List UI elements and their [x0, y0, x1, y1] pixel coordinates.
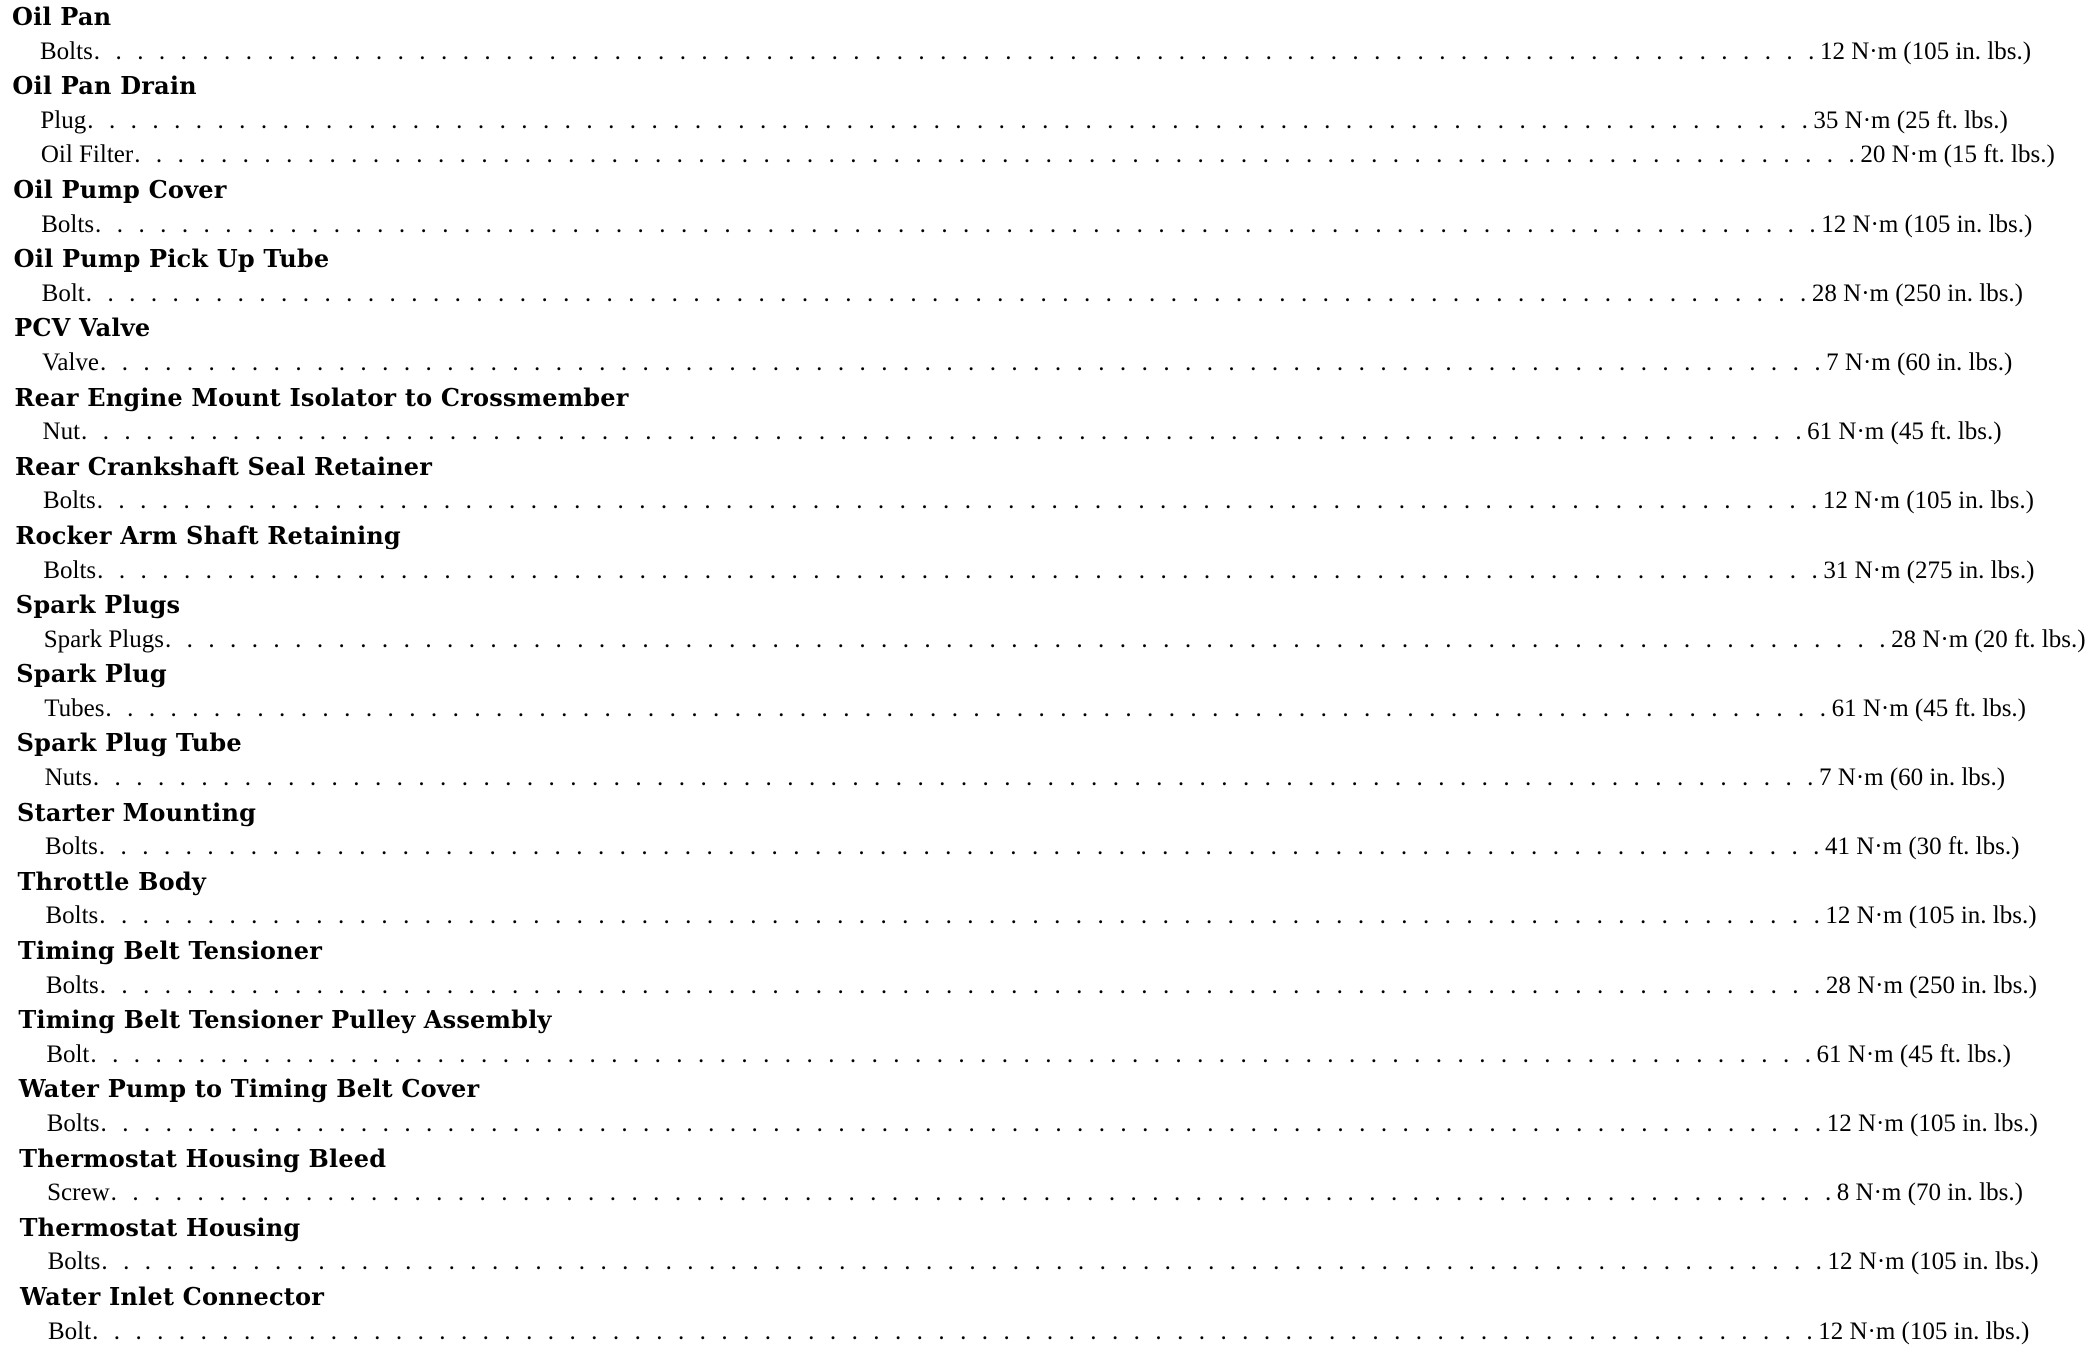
- spec-group: [0, 1142, 2023, 1211]
- component-heading: Spark Plugs: [15, 590, 181, 620]
- dot-leader: . . . . . . . . . . . . . . . . . . . . . . . . . . . . . . . . . . . . . . . . . . . . . . . . . . . . . . . . . . . . . . . . . . . . . . . . . . . . . . . .: [99, 971, 1825, 999]
- fastener-label: Bolts: [45, 833, 98, 861]
- spec-group: [0, 796, 2020, 865]
- torque-value: 12 N·m (105 in. lbs.): [1827, 1248, 2039, 1276]
- dot-leader: . . . . . . . . . . . . . . . . . . . . . . . . . . . . . . . . . . . . . . . . . . . . . . . . . . . . . . . . . . . . . . . . . . . . . . . . . . . . . . . .: [92, 1317, 1818, 1345]
- dot-leader: . . . . . . . . . . . . . . . . . . . . . . . . . . . . . . . . . . . . . . . . . . . . . . . . . . . . . . . . . . . . . . . . . . . . . . . . . . . . . . . .: [110, 1179, 1836, 1207]
- spec-group: [0, 519, 2035, 588]
- torque-value: 28 N·m (20 ft. lbs.): [1891, 625, 2086, 653]
- fastener-label: Bolt: [46, 1040, 90, 1068]
- spec-group: [0, 1280, 2030, 1349]
- spec-group: [0, 934, 2037, 1003]
- fastener-label: Bolts: [46, 1110, 100, 1137]
- spec-group: [0, 173, 2033, 242]
- dot-leader: . . . . . . . . . . . . . . . . . . . . . . . . . . . . . . . . . . . . . . . . . . . . . . . . . . . . . . . . . . . . . . . . . . . . . . . . . . . . . . . .: [99, 902, 1825, 930]
- spec-row: [0, 969, 2037, 1004]
- torque-value: 61 N·m (45 ft. lbs.): [1816, 1040, 2011, 1068]
- spec-row: [0, 761, 2006, 796]
- dot-leader: . . . . . . . . . . . . . . . . . . . . . . . . . . . . . . . . . . . . . . . . . . . . . . . . . . . . . . . . . . . . . . . . . . . . . . . . . . . . . . . .: [92, 764, 1819, 792]
- dot-leader: . . . . . . . . . . . . . . . . . . . . . . . . . . . . . . . . . . . . . . . . . . . . . . . . . . . . . . . . . . . . . . . . . . . . . . . . . . . . . . . .: [100, 1110, 1826, 1137]
- dot-leader: . . . . . . . . . . . . . . . . . . . . . . . . . . . . . . . . . . . . . . . . . . . . . . . . . . . . . . . . . . . . . . . . . . . . . . . . . . . . . . . .: [97, 556, 1823, 584]
- fastener-label: Bolt: [48, 1317, 92, 1345]
- spec-group: [0, 0, 2032, 69]
- fastener-label: Spark Plugs: [43, 625, 164, 653]
- component-heading: Rocker Arm Shaft Retaining: [15, 520, 401, 550]
- spec-row: [0, 1315, 2030, 1350]
- dot-leader: . . . . . . . . . . . . . . . . . . . . . . . . . . . . . . . . . . . . . . . . . . . . . . . . . . . . . . . . . . . . . . . . . . . . . . . . . . . . . . . .: [90, 1040, 1816, 1068]
- torque-value: 12 N·m (105 in. lbs.): [1819, 37, 2032, 65]
- spec-row: [0, 104, 2008, 139]
- torque-value: 12 N·m (105 in. lbs.): [1826, 1110, 2038, 1137]
- component-heading: Rear Crankshaft Seal Retainer: [14, 451, 433, 481]
- component-heading: Spark Plug Tube: [16, 728, 242, 758]
- spec-group: [0, 657, 2026, 726]
- fastener-label: Bolts: [47, 1248, 101, 1276]
- fastener-label: Plug: [40, 106, 87, 134]
- dot-leader: . . . . . . . . . . . . . . . . . . . . . . . . . . . . . . . . . . . . . . . . . . . . . . . . . . . . . . . . . . . . . . . . . . . . . . . . . . . . . . . .: [164, 625, 1891, 653]
- fastener-label: Bolts: [40, 37, 93, 65]
- dot-leader: . . . . . . . . . . . . . . . . . . . . . . . . . . . . . . . . . . . . . . . . . . . . . . . . . . . . . . . . . . . . . . . . . . . . . . . . . . . . . . . .: [95, 210, 1821, 238]
- torque-value: 20 N·m (15 ft. lbs.): [1860, 141, 2055, 169]
- component-heading: Spark Plug: [16, 659, 167, 689]
- spec-row: [0, 208, 2033, 243]
- torque-value: 12 N·m (105 in. lbs.): [1822, 487, 2034, 515]
- spec-row: [0, 554, 2035, 589]
- dot-leader: . . . . . . . . . . . . . . . . . . . . . . . . . . . . . . . . . . . . . . . . . . . . . . . . . . . . . . . . . . . . . . . . . . . . . . . . . . . . . . . .: [98, 833, 1824, 861]
- torque-value: 12 N·m (105 in. lbs.): [1818, 1317, 2030, 1345]
- fastener-label: Valve: [42, 348, 100, 376]
- component-heading: Thermostat Housing: [19, 1212, 301, 1242]
- fastener-label: Bolt: [41, 279, 85, 307]
- dot-leader: . . . . . . . . . . . . . . . . . . . . . . . . . . . . . . . . . . . . . . . . . . . . . . . . . . . . . . . . . . . . . . . . . . . . . . . . . . . . . . . .: [100, 348, 1826, 376]
- spec-row: [0, 830, 2020, 865]
- component-heading: Starter Mounting: [17, 797, 257, 827]
- fastener-label: Bolts: [43, 556, 97, 584]
- component-heading: Water Pump to Timing Belt Cover: [18, 1074, 480, 1104]
- spec-row: [0, 484, 2034, 519]
- spec-group: [0, 1003, 2011, 1072]
- fastener-label: Bolts: [41, 210, 95, 238]
- torque-value: 12 N·m (105 in. lbs.): [1825, 902, 2037, 930]
- fastener-label: Tubes: [44, 694, 105, 722]
- spec-group: [0, 450, 2034, 519]
- spec-group: [0, 865, 2037, 934]
- torque-value: 7 N·m (60 in. lbs.): [1826, 348, 2013, 376]
- spec-group: [0, 1072, 2038, 1141]
- component-heading: Timing Belt Tensioner: [17, 936, 323, 966]
- dot-leader: . . . . . . . . . . . . . . . . . . . . . . . . . . . . . . . . . . . . . . . . . . . . . . . . . . . . . . . . . . . . . . . . . . . . . . . . . . . . . . . .: [87, 106, 1813, 134]
- fastener-label: Bolts: [45, 902, 99, 930]
- fastener-label: Nuts: [44, 764, 92, 792]
- torque-value: 28 N·m (250 in. lbs.): [1811, 279, 2024, 307]
- torque-value: 61 N·m (45 ft. lbs.): [1831, 694, 2026, 722]
- component-heading: Throttle Body: [17, 866, 206, 896]
- spec-group: [0, 1211, 2039, 1280]
- spec-row: [0, 346, 2013, 381]
- spec-group: [0, 69, 2008, 138]
- spec-row: [0, 1245, 2039, 1280]
- spec-row: [0, 277, 2024, 312]
- torque-value: 31 N·m (275 in. lbs.): [1823, 556, 2035, 584]
- component-heading: Rear Engine Mount Isolator to Crossmember: [14, 382, 629, 412]
- torque-value: 7 N·m (60 in. lbs.): [1819, 764, 2006, 792]
- fastener-label: Screw: [47, 1179, 110, 1207]
- torque-value: 12 N·m (105 in. lbs.): [1821, 210, 2033, 238]
- dot-leader: . . . . . . . . . . . . . . . . . . . . . . . . . . . . . . . . . . . . . . . . . . . . . . . . . . . . . . . . . . . . . . . . . . . . . . . . . . . . . . . .: [101, 1248, 1827, 1276]
- spec-row: [0, 415, 2002, 450]
- dot-leader: . . . . . . . . . . . . . . . . . . . . . . . . . . . . . . . . . . . . . . . . . . . . . . . . . . . . . . . . . . . . . . . . . . . . . . . . . . . . . . . .: [96, 487, 1822, 515]
- component-heading: Oil Pan: [12, 2, 112, 31]
- dot-leader: . . . . . . . . . . . . . . . . . . . . . . . . . . . . . . . . . . . . . . . . . . . . . . . . . . . . . . . . . . . . . . . . . . . . . . . . . . . . . . . .: [93, 37, 1819, 65]
- component-heading: Thermostat Housing Bleed: [19, 1143, 387, 1173]
- dot-leader: . . . . . . . . . . . . . . . . . . . . . . . . . . . . . . . . . . . . . . . . . . . . . . . . . . . . . . . . . . . . . . . . . . . . . . . . . . . . . . . .: [85, 279, 1811, 307]
- spec-row: [0, 35, 2032, 70]
- component-heading: Oil Pump Cover: [13, 174, 227, 204]
- spec-group: [0, 726, 2006, 795]
- fastener-label: Oil Filter: [40, 141, 134, 169]
- torque-value: 8 N·m (70 in. lbs.): [1836, 1179, 2023, 1207]
- dot-leader: . . . . . . . . . . . . . . . . . . . . . . . . . . . . . . . . . . . . . . . . . . . . . . . . . . . . . . . . . . . . . . . . . . . . . . . . . . . . . . . .: [134, 141, 1860, 169]
- spec-group: [0, 381, 2002, 450]
- component-heading: Oil Pump Pick Up Tube: [13, 244, 330, 274]
- dot-leader: . . . . . . . . . . . . . . . . . . . . . . . . . . . . . . . . . . . . . . . . . . . . . . . . . . . . . . . . . . . . . . . . . . . . . . . . . . . . . . . .: [105, 694, 1831, 722]
- spec-row: [0, 1176, 2023, 1211]
- spec-row: [0, 899, 2037, 934]
- spec-row: [0, 1107, 2038, 1142]
- component-heading: Timing Belt Tensioner Pulley Assembly: [18, 1005, 552, 1035]
- spec-row: [0, 1038, 2011, 1073]
- spec-group: [0, 311, 2013, 380]
- torque-value: 35 N·m (25 ft. lbs.): [1813, 106, 2008, 134]
- fastener-label: Bolts: [42, 487, 96, 515]
- spec-group: [0, 242, 2024, 311]
- spec-group: [0, 138, 2055, 173]
- spec-group: [0, 588, 2086, 657]
- spec-row: [0, 623, 2086, 658]
- fastener-label: Nut: [42, 418, 81, 446]
- spec-row: [0, 138, 2055, 173]
- torque-value: 61 N·m (45 ft. lbs.): [1807, 418, 2002, 446]
- torque-value: 28 N·m (250 in. lbs.): [1825, 971, 2037, 999]
- component-heading: Oil Pan Drain: [12, 71, 197, 101]
- spec-row: [0, 692, 2026, 727]
- fastener-label: Bolts: [45, 971, 99, 999]
- component-heading: Water Inlet Connector: [20, 1281, 325, 1311]
- dot-leader: . . . . . . . . . . . . . . . . . . . . . . . . . . . . . . . . . . . . . . . . . . . . . . . . . . . . . . . . . . . . . . . . . . . . . . . . . . . . . . . .: [81, 418, 1807, 446]
- torque-value: 41 N·m (30 ft. lbs.): [1825, 833, 2020, 861]
- component-heading: PCV Valve: [14, 313, 151, 343]
